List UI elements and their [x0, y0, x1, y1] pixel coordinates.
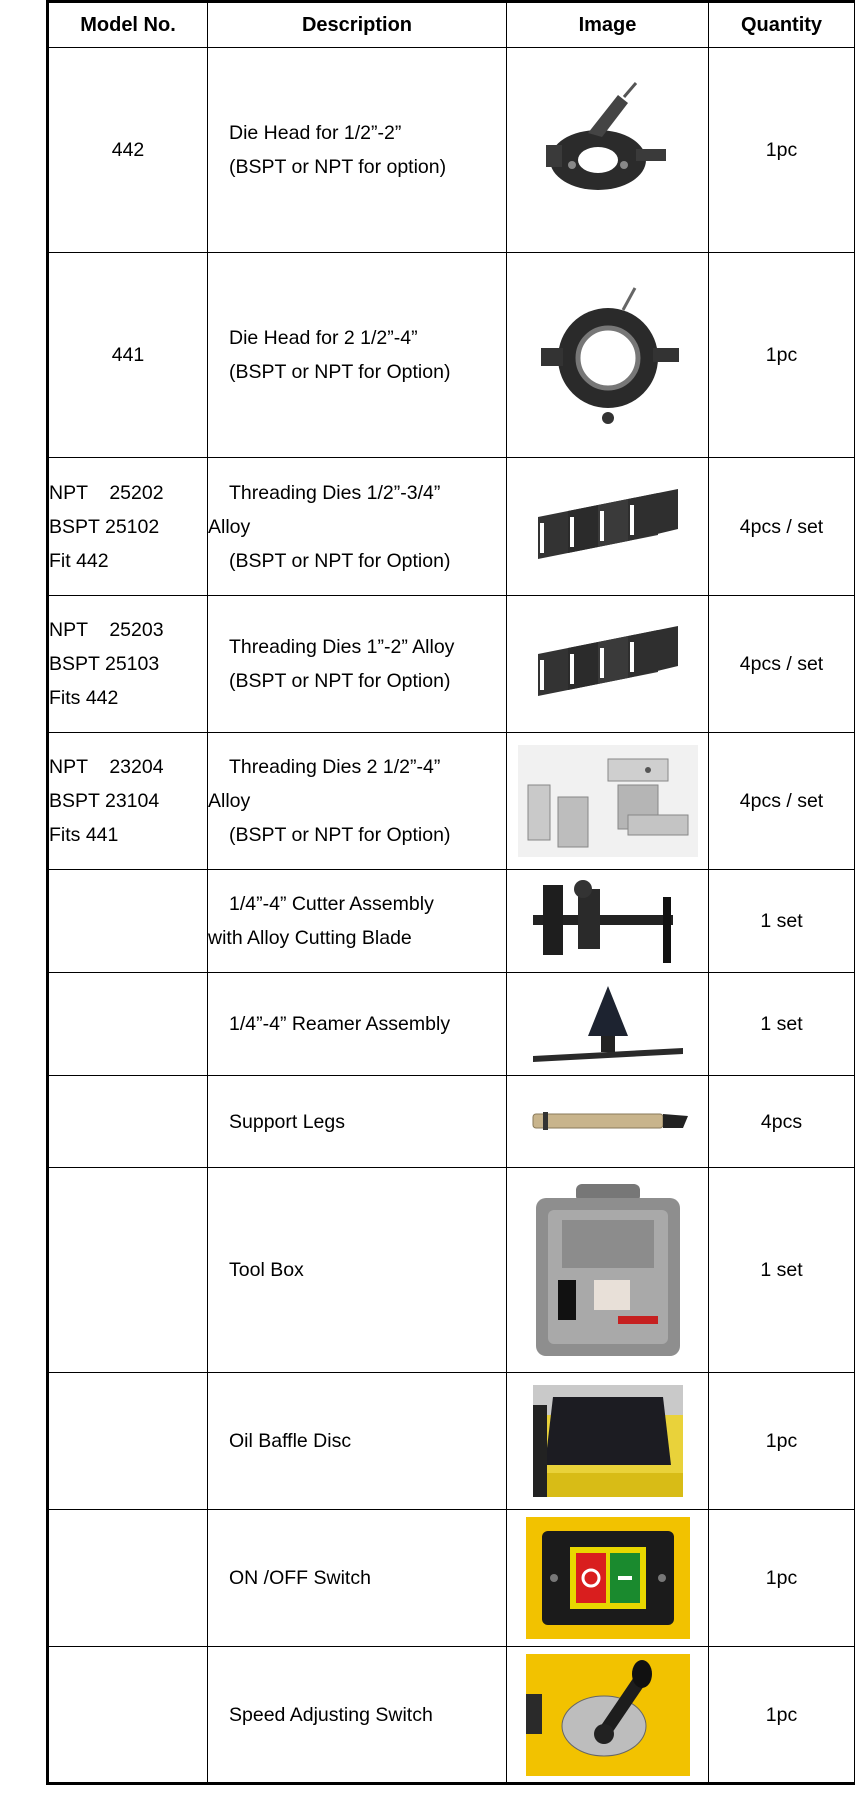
- header-quantity: Quantity: [709, 2, 855, 48]
- model-cell: [48, 973, 208, 1076]
- image-cell: [507, 596, 709, 733]
- image-cell: [507, 870, 709, 973]
- image-cell: [507, 1647, 709, 1784]
- quantity-cell: 1pc: [709, 1373, 855, 1510]
- quantity-cell: 4pcs / set: [709, 458, 855, 596]
- description-cell: Threading Dies 2 1/2”-4” Alloy (BSPT or NPT for Option): [208, 733, 507, 870]
- speed-switch-icon: [526, 1654, 690, 1776]
- on-off-switch-icon: [526, 1517, 690, 1639]
- image-cell: [507, 733, 709, 870]
- model-cell: NPT 23204 BSPT 23104 Fits 441: [48, 733, 208, 870]
- quantity-cell: 1 set: [709, 870, 855, 973]
- model-cell: [48, 1647, 208, 1784]
- model-cell: 441: [48, 253, 208, 458]
- description-cell: Threading Dies 1/2”-3/4” Alloy (BSPT or NPT for Option): [208, 458, 507, 596]
- model-cell: 442: [48, 48, 208, 253]
- quantity-cell: 1pc: [709, 1647, 855, 1784]
- image-cell: [507, 253, 709, 458]
- model-cell: NPT 25203 BSPT 25103 Fits 442: [48, 596, 208, 733]
- image-cell: [507, 973, 709, 1076]
- table-row: [48, 458, 855, 596]
- reamer-assembly-icon: [523, 978, 693, 1070]
- description-cell: Threading Dies 1”-2” Alloy (BSPT or NPT for Option): [208, 596, 507, 733]
- model-cell: NPT 25202 BSPT 25102 Fit 442: [48, 458, 208, 596]
- die-head-small-icon: [528, 75, 688, 225]
- tool-box-icon: [528, 1180, 688, 1360]
- image-cell: [507, 1373, 709, 1510]
- table-header-row: [48, 2, 855, 48]
- header-description: Description: [208, 2, 507, 48]
- quantity-cell: 4pcs / set: [709, 596, 855, 733]
- description-cell: Die Head for 2 1/2”-4” (BSPT or NPT for Option): [208, 253, 507, 458]
- table-row: [48, 1510, 855, 1647]
- image-cell: [507, 48, 709, 253]
- table-row: [48, 253, 855, 458]
- table-row: [48, 973, 855, 1076]
- table-row: [48, 870, 855, 973]
- quantity-cell: 1pc: [709, 1510, 855, 1647]
- die-head-large-icon: [523, 280, 693, 430]
- header-model-no: Model No.: [48, 2, 208, 48]
- table-row: [48, 48, 855, 253]
- cutter-assembly-icon: [523, 875, 693, 967]
- quantity-cell: 1 set: [709, 1168, 855, 1373]
- description-cell: ON /OFF Switch: [208, 1510, 507, 1647]
- table-row: [48, 1373, 855, 1510]
- table-row: [48, 733, 855, 870]
- model-cell: [48, 1373, 208, 1510]
- description-cell: 1/4”-4” Reamer Assembly: [208, 973, 507, 1076]
- description-cell: Die Head for 1/2”-2” (BSPT or NPT for option): [208, 48, 507, 253]
- description-cell: Support Legs: [208, 1076, 507, 1168]
- table-row: [48, 1168, 855, 1373]
- steel-dies-icon: [518, 745, 698, 857]
- model-cell: [48, 870, 208, 973]
- model-cell: [48, 1510, 208, 1647]
- quantity-cell: 4pcs / set: [709, 733, 855, 870]
- image-cell: [507, 1510, 709, 1647]
- table-row: [48, 596, 855, 733]
- description-cell: 1/4”-4” Cutter Assembly with Alloy Cutting Blade: [208, 870, 507, 973]
- description-cell: Oil Baffle Disc: [208, 1373, 507, 1510]
- description-cell: Speed Adjusting Switch: [208, 1647, 507, 1784]
- table-row: [48, 1647, 855, 1784]
- model-cell: [48, 1076, 208, 1168]
- support-legs-icon: [523, 1102, 693, 1142]
- table-row: [48, 1076, 855, 1168]
- threading-dies-icon: [528, 477, 688, 577]
- image-cell: [507, 458, 709, 596]
- threading-dies-icon: [528, 614, 688, 714]
- parts-table: [46, 0, 855, 1785]
- image-cell: [507, 1168, 709, 1373]
- model-cell: [48, 1168, 208, 1373]
- header-image: Image: [507, 2, 709, 48]
- quantity-cell: 4pcs: [709, 1076, 855, 1168]
- quantity-cell: 1pc: [709, 48, 855, 253]
- description-cell: Tool Box: [208, 1168, 507, 1373]
- quantity-cell: 1 set: [709, 973, 855, 1076]
- image-cell: [507, 1076, 709, 1168]
- quantity-cell: 1pc: [709, 253, 855, 458]
- oil-baffle-icon: [533, 1385, 683, 1497]
